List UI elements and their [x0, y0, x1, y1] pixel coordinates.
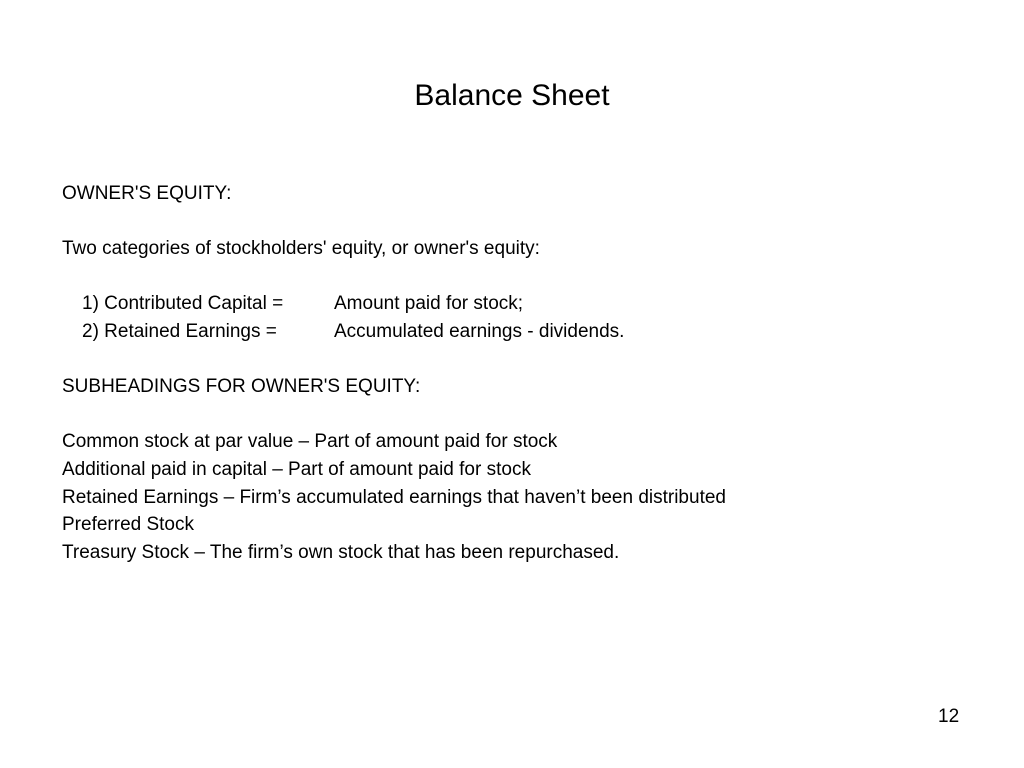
spacer [62, 346, 962, 374]
slide-body [62, 180, 962, 566]
subheadings-heading: SUBHEADINGS FOR OWNER'S EQUITY: [62, 376, 421, 398]
slide-title: Balance Sheet [414, 79, 610, 112]
subheading-line: Additional paid in capital – Part of amount paid for stock [62, 458, 531, 480]
equity-category-item [62, 290, 962, 318]
equity-category-term: 1) Contributed Capital = [82, 293, 284, 315]
subheading-line: Preferred Stock [62, 514, 194, 536]
equity-category-item [62, 318, 962, 346]
page-number: 12 [938, 706, 960, 727]
subheading-line: Treasury Stock – The firm’s own stock that has been repurchased. [62, 541, 620, 563]
spacer [62, 208, 962, 236]
spacer [62, 263, 962, 291]
equity-categories-intro: Two categories of stockholders' equity, or owner's equity: [62, 238, 540, 260]
equity-category-definition: Accumulated earnings - dividends. [334, 320, 625, 342]
equity-category-term: 2) Retained Earnings = [82, 320, 277, 342]
spacer [62, 401, 962, 429]
subheading-line: Common stock at par value – Part of amount paid for stock [62, 431, 558, 453]
equity-category-definition: Amount paid for stock; [334, 293, 524, 315]
owners-equity-heading: OWNER'S EQUITY: [62, 183, 232, 204]
subheading-line: Retained Earnings – Firm’s accumulated earnings that haven’t been distributed [62, 486, 726, 508]
